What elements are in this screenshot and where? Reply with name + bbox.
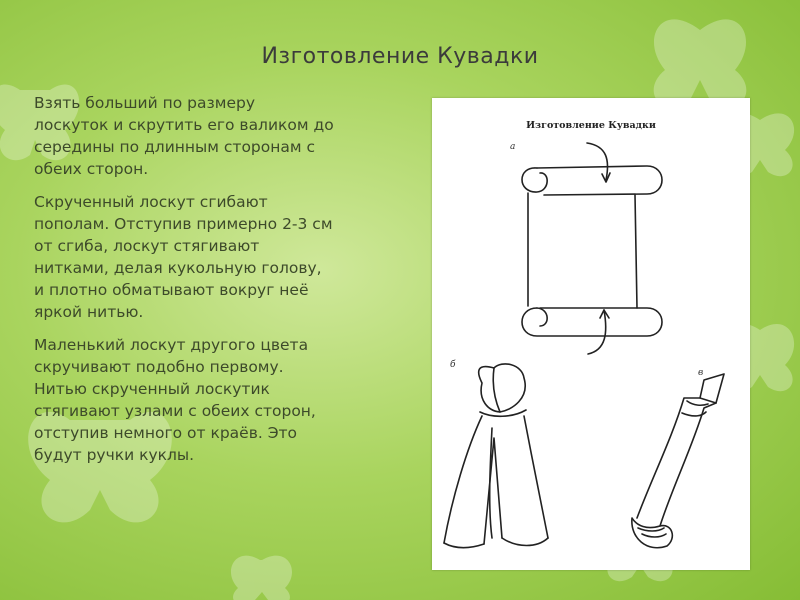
- instruction-paragraph-1: Взять больший по размеру лоскуток и скрутить его валиком до середины по длинным сторонам с обеих сторон.: [34, 94, 334, 178]
- step-label-b: б: [450, 360, 456, 370]
- doll-steps-drawing: [432, 98, 750, 570]
- step-label-a: а: [510, 142, 516, 152]
- step-label-c: в: [698, 368, 704, 378]
- instruction-illustration: [432, 98, 750, 570]
- instructions-text: [34, 92, 334, 477]
- slide-title: Изготовление Кувадки: [261, 44, 539, 69]
- instruction-paragraph-3: Маленький лоскут другого цвета скручивают подобно первому. Нитью скрученный лоскутик стягивают узлами с обеих сторон, отступив немного от краёв. Это будут ручки куклы.: [34, 336, 316, 464]
- rolled-cloth-drawing: [522, 143, 662, 354]
- instruction-paragraph-2: Скрученный лоскут сгибают пополам. Отступив примерно 2-3 см от сгиба, лоскут стягивают нитками, делая кукольную голову, и плотно обматывают вокруг неё яркой нитью.: [34, 193, 333, 321]
- illustration-title: Изготовление Кувадки: [526, 120, 656, 131]
- rolled-arm-drawing: [632, 374, 724, 548]
- folded-head-drawing: [444, 364, 548, 548]
